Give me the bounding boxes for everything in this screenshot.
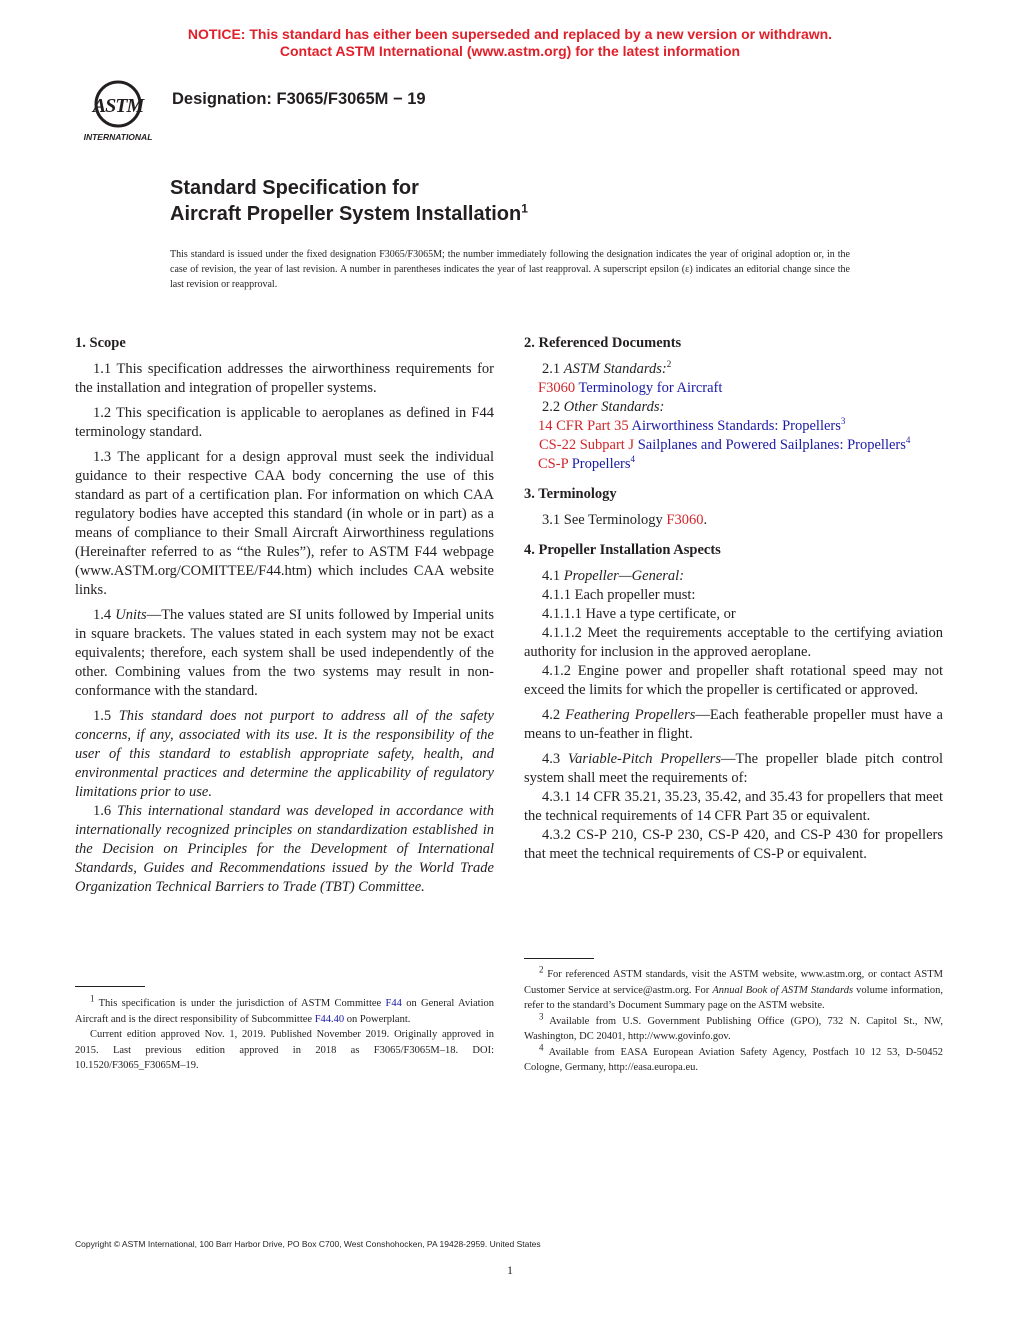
para-4-1: 4.1 Propeller—General: [542,568,685,584]
ref-item-csp[interactable]: CS-P Propellers$^4$ [538,454,636,472]
ref-item-cs22[interactable]: CS-22 Subpart J Sailplanes and Powered Sailplanes: Propellers$^4$ [539,435,911,453]
section-terminology-heading: 3. Terminology [524,486,617,502]
para-4-3-1: 4.3.1 14 CFR 35.21, 35.23, 35.42, and 35.43 for propellers that meet the technical requirements of 14 CFR Part 35 or equivalent. [524,789,943,824]
title-footnote-mark: 1 [521,201,528,216]
footnote-2: $^2$ For referenced ASTM standards, visit the ASTM website, www.astm.org, or contact ASTM Customer Service at service@astm.org. For Annual Book of ASTM Standards volume information, refer to the standard’s Document Summary page on the ASTM website. [524,964,943,1011]
para-4-1-1: 4.1.1 Each propeller must: [542,587,696,603]
footnote-3: $^3$ Available from U.S. Government Publishing Office (GPO), 732 N. Capitol St., NW, Washington, DC 20401, http://www.govinfo.gov. [524,1011,943,1042]
page-number: 1 [507,1263,513,1277]
footnote-rule-right [524,958,594,959]
document-title [170,175,528,227]
para-1-1: 1.1 This specification addresses the airworthiness requirements for the installation and integration of propeller systems. [75,361,494,396]
footnotes-right [524,964,943,1076]
subcommittee-link[interactable]: F44.40 [314,1013,345,1025]
footnotes-left [75,993,494,1074]
para-2-1: 2.1 ASTM Standards:$^2$ [542,359,672,377]
section-installation-heading: 4. Propeller Installation Aspects [524,542,721,558]
astm-logo-label: INTERNATIONAL [83,132,153,142]
title-line-2: Aircraft Propeller System Installation$^1$ [170,201,528,225]
para-1-5: 1.5 This standard does not purport to address all of the safety concerns, if any, associated with its use. It is the responsibility of the user of this standard to establish appropriate safety, health, and environmental practices and determine the applicability of regulatory limitations prior to use. [75,708,494,800]
copyright: Copyright © ASTM International, 100 Barr Harbor Drive, PO Box C700, West Conshohocken, PA 19428-2959. United States [75,1239,541,1249]
para-1-2: 1.2 This specification is applicable to aeroplanes as defined in F44 terminology standard. [75,405,494,440]
designation: Designation: F3065/F3065M − 19 [172,90,426,108]
para-4-3: 4.3 Variable-Pitch Propellers—The propeller blade pitch control system shall meet the requirements of: [524,751,943,786]
withdrawal-notice [0,26,1020,60]
para-3-1: 3.1 See Terminology F3060. [542,512,708,528]
para-1-4: 1.4 Units—The values stated are SI units followed by Imperial units in square brackets. The values stated in each system may not be exact equivalents; therefore, each system shall be used independently of the other. Combining values from the two systems may result in non-conformance with the standard. [75,607,494,699]
para-1-3: 1.3 The applicant for a design approval must seek the individual guidance to their respective CAA body concerning the use of this standard as part of a certification plan. For information on which CAA regulatory bodies have accepted this standard (in whole or in part) as a means of compliance to their Small Aircraft Airworthiness regulations (Hereinafter referred to as “the Rules”), refer to ASTM F44 webpage (www.ASTM.org/COMITTEE/F44.htm) which includes CAA website links. [75,449,494,598]
notice-line-2: Contact ASTM International (www.astm.org) for the latest information [279,43,741,59]
right-column [524,333,943,864]
ref-item-14cfr35[interactable]: 14 CFR Part 35 Airworthiness Standards: Propellers$^3$ [538,416,846,434]
para-4-1-1-2: 4.1.1.2 Meet the requirements acceptable to the certifying aviation authority for inclusion in the approved aeroplane. [524,625,943,660]
astm-logo-mark: ASTM [92,95,144,117]
para-2-2: 2.2 Other Standards: [542,399,665,415]
footnote-1: $^1$ This specification is under the jurisdiction of ASTM Committee F44 on General Aviation Aircraft and is the direct responsibility of Subcommittee F44.40 on Powerplant. [75,993,494,1025]
left-column [75,333,494,903]
terminology-link[interactable]: F3060 [666,512,704,528]
para-4-3-2: 4.3.2 CS-P 210, CS-P 230, CS-P 420, and CS-P 430 for propellers that meet the technical requirements of CS-P or equivalent. [524,827,943,862]
issuance-note: This standard is issued under the fixed designation F3065/F3065M; the number immediately following the designation indicates the year of original adoption or, in the case of revision, the year of last revision. A number in parentheses indicates the year of last reapproval. A superscript epsilon (ε) indicates an editorial change since the last revision or reapproval. [170,249,850,290]
footnote-rule-left [75,986,145,987]
title-line-1: Standard Specification for [170,177,419,199]
para-1-6: 1.6 This international standard was developed in accordance with internationally recognized principles on standardization established in the Decision on Principles for the Development of International Standards, Guides and Recommendations issued by the World Trade Organization Technical Barriers to Trade (TBT) Committee. [75,803,494,895]
notice-line-1: NOTICE: This standard has either been superseded and replaced by a new version or withdrawn. [187,26,833,42]
committee-link[interactable]: F44 [385,998,402,1009]
footnote-4: $^4$ Available from EASA European Aviation Safety Agency, Postfach 10 12 53, D-50452 Cologne, Germany, http://easa.europa.eu. [524,1042,943,1073]
section-references-heading: 2. Referenced Documents [524,335,682,351]
para-4-1-2: 4.1.2 Engine power and propeller shaft rotational speed may not exceed the limits for which the propeller is certificated or approved. [524,663,943,698]
edition-note: Current edition approved Nov. 1, 2019. Published November 2019. Originally approved in 2015. Last previous edition approved in 2018 as F3065/F3065M–18. DOI: 10.1520/F3065_F3065M–19. [75,1029,494,1071]
para-4-2: 4.2 Feathering Propellers—Each featherable propeller must have a means to un-feather in flight. [524,707,943,742]
astm-logo [74,78,162,144]
section-scope-heading: 1. Scope [75,335,126,351]
para-4-1-1-1: 4.1.1.1 Have a type certificate, or [542,606,736,622]
ref-item-f3060[interactable]: F3060 Terminology for Aircraft [538,380,723,396]
